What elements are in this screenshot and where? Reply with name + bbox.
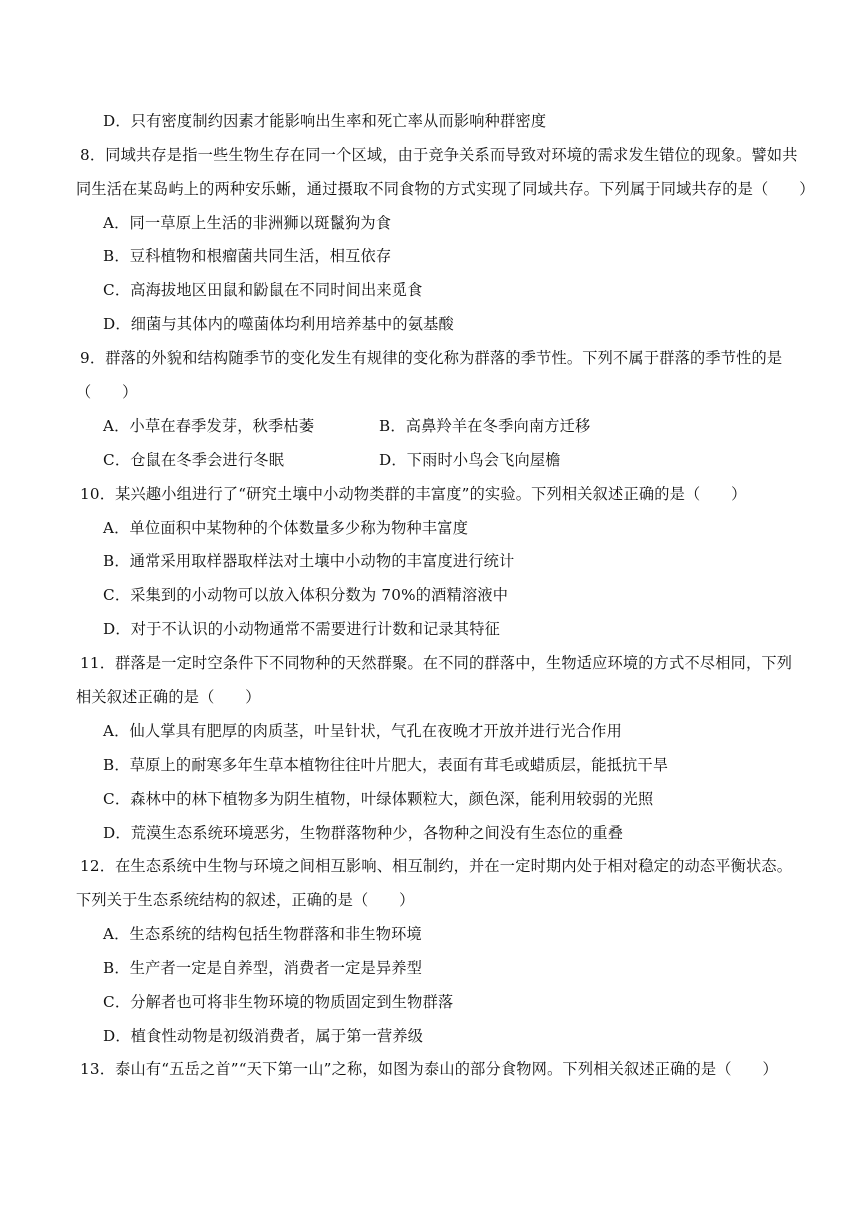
q8-option-a: A．同一草原上生活的非洲狮以斑鬣狗为食 (103, 214, 392, 232)
q10-option-a: A．单位面积中某物种的个体数量多少称为物种丰富度 (103, 519, 469, 537)
q10-stem-line1: 10．某兴趣小组进行了“研究土壤中小动物类群的丰富度”的实验。下列相关叙述正确的是（ ） (80, 485, 747, 503)
q12-stem-line1: 12．在生态系统中生物与环境之间相互影响、相互制约，并在一定时期内处于相对稳定的动态平衡状态。 (80, 857, 793, 875)
q12-stem-line2: 下列关于生态系统结构的叙述，正确的是（ ） (76, 891, 415, 909)
q11-option-c: C．森林中的林下植物多为阴生植物，叶绿体颗粒大，颜色深，能利用较弱的光照 (103, 790, 654, 808)
q9-option-b: B．高鼻羚羊在冬季向南方迁移 (379, 417, 591, 435)
q9-stem-line1: 9．群落的外貌和结构随季节的变化发生有规律的变化称为群落的季节性。下列不属于群落的季节性的是 (80, 349, 783, 367)
q11-option-d: D．荒漠生态系统环境恶劣，生物群落物种少，各物种之间没有生态位的重叠 (103, 824, 624, 842)
q11-option-a: A．仙人掌具有肥厚的肉质茎，叶呈针状，气孔在夜晚才开放并进行光合作用 (103, 722, 622, 740)
q8-stem-line1: 8．同域共存是指一些生物生存在同一个区域，由于竞争关系而导致对环境的需求发生错位的现象。譬如共 (80, 146, 798, 164)
q8-stem-line2: 同生活在某岛屿上的两种安乐蜥，通过摄取不同食物的方式实现了同域共存。下列属于同域共存的是（ ） (76, 180, 815, 198)
q8-option-b: B．豆科植物和根瘤菌共同生活，相互依存 (103, 247, 392, 265)
q10-option-c: C．采集到的小动物可以放入体积分数为 70%的酒精溶液中 (103, 586, 509, 604)
q7-option-d: D．只有密度制约因素才能影响出生率和死亡率从而影响种群密度 (103, 112, 547, 130)
q11-stem-line2: 相关叙述正确的是（ ） (76, 688, 261, 706)
q9-stem-line2: （ ） (76, 383, 138, 401)
q8-option-d: D．细菌与其体内的噬菌体均利用培养基中的氨基酸 (103, 315, 454, 333)
q9-option-d: D．下雨时小鸟会飞向屋檐 (379, 451, 561, 469)
q9-option-c: C．仓鼠在冬季会进行冬眠 (103, 451, 285, 469)
q12-option-b: B．生产者一定是自养型，消费者一定是异养型 (103, 959, 423, 977)
q10-option-b: B．通常采用取样器取样法对土壤中小动物的丰富度进行统计 (103, 552, 515, 570)
q10-option-d: D．对于不认识的小动物通常不需要进行计数和记录其特征 (103, 620, 501, 638)
q11-stem-line1: 11．群落是一定时空条件下不同物种的天然群聚。在不同的群落中，生物适应环境的方式不尽相同，下列 (80, 654, 793, 672)
q12-option-c: C．分解者也可将非生物环境的物质固定到生物群落 (103, 993, 454, 1011)
q11-option-b: B．草原上的耐寒多年生草本植物往往叶片肥大，表面有茸毛或蜡质层，能抵抗干旱 (103, 756, 669, 774)
q12-option-a: A．生态系统的结构包括生物群落和非生物环境 (103, 925, 422, 943)
q9-option-a: A．小草在春季发芽，秋季枯萎 (103, 417, 315, 435)
q12-option-d: D．植食性动物是初级消费者，属于第一营养级 (103, 1027, 424, 1045)
q8-option-c: C．高海拔地区田鼠和鼢鼠在不同时间出来觅食 (103, 281, 423, 299)
q13-stem-line1: 13．泰山有“五岳之首”“天下第一山”之称，如图为泰山的部分食物网。下列相关叙述正确的是（ ） (80, 1060, 778, 1078)
